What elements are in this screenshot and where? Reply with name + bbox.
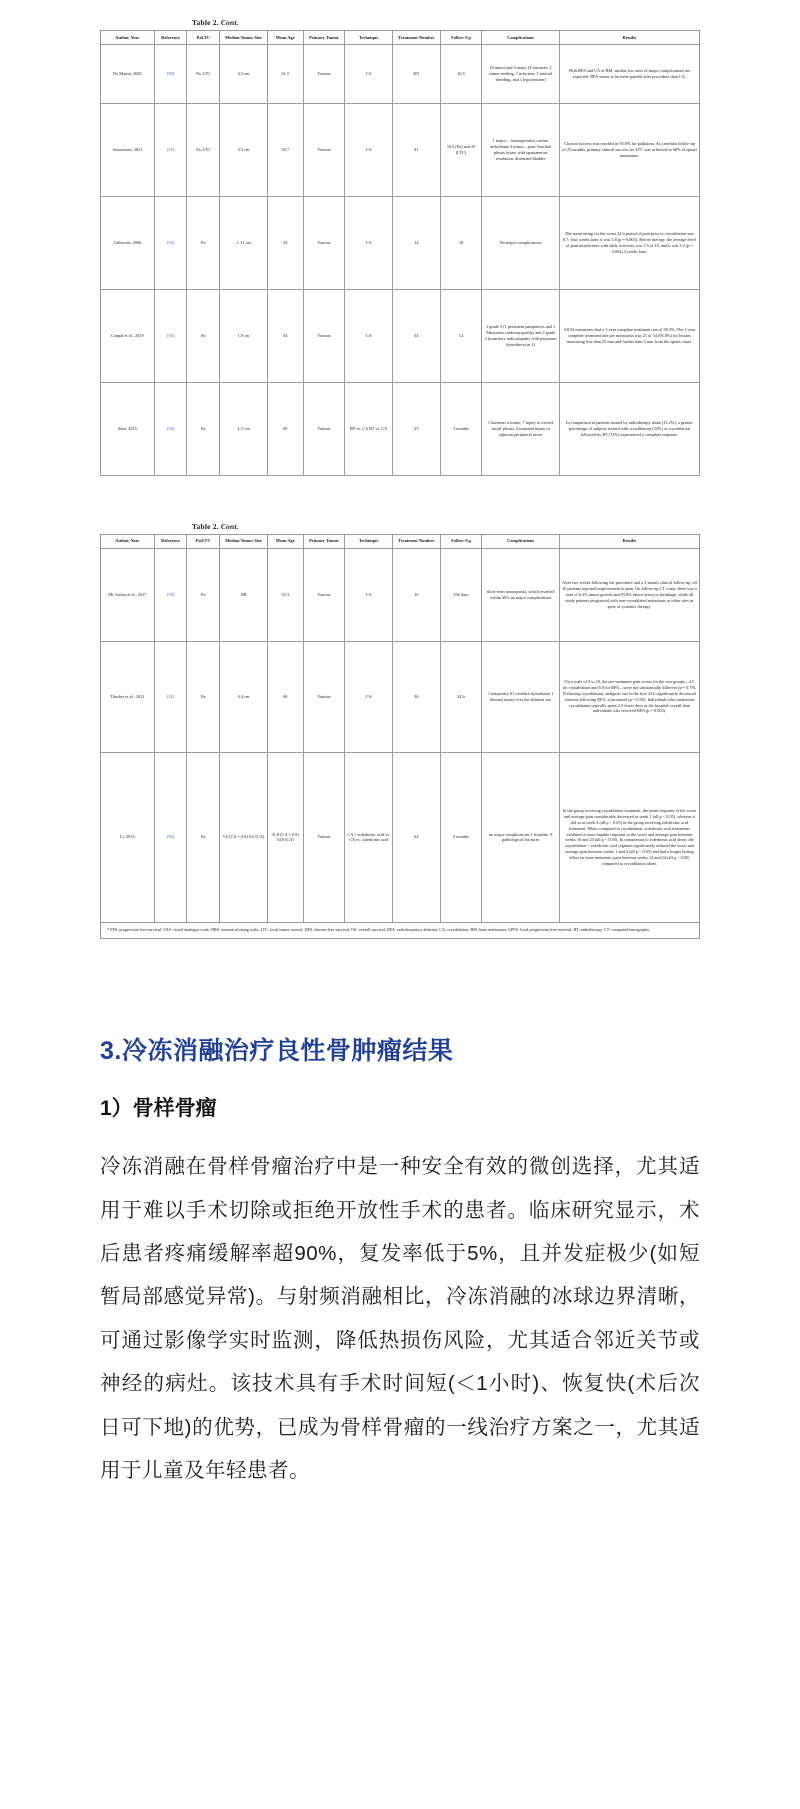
cell-results: All 54 metastases had a 1-year complete treatment rate of 58.3%. The 1-year complete treatment rate per metastasis was 25 of 34 (95.8%) for lesions measuring less than 25 mm and further than 5 mm from the spinal canal. bbox=[559, 289, 699, 382]
table-1-col-size: Median Tumor Size bbox=[220, 31, 268, 45]
cell-complications: 18 minor and 8 major (4 fractures, 1 tumor seeding, 1 infection, 1 arterial bleeding, and 1 hypotension) bbox=[482, 44, 559, 103]
cell-results: The mean rating for the worst 24 h period of pain prior to cryoablation was 6.7; four weeks later, it was 3.8 (p = 0.003). Before therapy, the average level of pain interference with daily activities was 3.5 of 10, and it was 3.2 (p = 0.004) 4 weeks later. bbox=[559, 196, 699, 289]
cell-treatments: 16 bbox=[392, 548, 440, 641]
table-1-col-primary: Primary Tumor bbox=[303, 31, 345, 45]
cell-treatments: 301 bbox=[392, 44, 440, 103]
cell-size: 3.5 cm bbox=[220, 103, 268, 196]
table-row bbox=[101, 382, 700, 475]
cell-reference[interactable]: [55] bbox=[154, 548, 187, 641]
cell-author: Coupal et al., 2019 bbox=[101, 289, 155, 382]
cell-technique: CA bbox=[345, 548, 393, 641]
cell-treatments: 54 bbox=[392, 289, 440, 382]
cell-reference[interactable]: [32] bbox=[154, 641, 187, 752]
table-row bbox=[101, 548, 700, 641]
cell-reference[interactable]: [53] bbox=[154, 289, 187, 382]
cell-followup: 16.5 (Pa) and 29 (LTC) bbox=[440, 103, 482, 196]
table-2-caption-prefix: Table 2. bbox=[192, 521, 219, 531]
cell-followup: 436 days bbox=[440, 548, 482, 641]
cell-complications: no major complications 1 frostbite, 8 pathological fractures bbox=[482, 752, 559, 922]
table-2-col-paltc: Pa/LTC bbox=[187, 534, 220, 548]
table-1-col-reference: Reference bbox=[154, 31, 187, 45]
cell-age: 54 bbox=[267, 289, 303, 382]
cell-primary: Various bbox=[303, 103, 345, 196]
section-subheading: 1）骨样骨瘤 bbox=[100, 1096, 217, 1120]
cell-size: 1–11 cm bbox=[220, 196, 268, 289]
cell-technique: RF vs. CA RT vs. CA bbox=[345, 382, 393, 475]
table-1-col-paltc: PaLTC bbox=[187, 31, 220, 45]
table-row bbox=[101, 44, 700, 103]
table-2-col-size: Median Tumor Size bbox=[220, 534, 268, 548]
cell-age: 54 bbox=[267, 196, 303, 289]
cell-age: 60 bbox=[267, 641, 303, 752]
cell-paltc: Pa bbox=[187, 196, 220, 289]
table-1-col-age: Mean Age bbox=[267, 31, 303, 45]
cell-paltc: Pa bbox=[187, 382, 220, 475]
cell-paltc: Pa, LTC bbox=[187, 103, 220, 196]
table-2-col-age: Mean Age bbox=[267, 534, 303, 548]
table-1-col-complications: Complications bbox=[482, 31, 559, 45]
cell-primary: Various bbox=[303, 641, 345, 752]
cell-size: NR bbox=[220, 548, 268, 641]
cell-author: Li, 2014 bbox=[101, 752, 155, 922]
article-paragraph: 冷冻消融在骨样骨瘤治疗中是一种安全有效的微创选择，尤其适用于难以手术切除或拒绝开放性手术的患者。临床研究显示，术后患者疼痛缓解率超90%，复发率低于5%，且并发症极少(如短暂局部感觉异常)。与射频消融相比，冷冻消融的冰球边界清晰，可通过影像学实时监测，降低热损伤风险，尤其适合邻近关节或神经的病灶。该技术具有手术时间短(＜1小时)、恢复快(术后次日可下地)的优势，已成为骨样骨瘤的一线治疗方案之一，尤其适用于儿童及年轻患者。 bbox=[100, 1155, 700, 1483]
page-title: 3.冷冻消融治疗良性骨肿瘤结果 bbox=[100, 1037, 454, 1066]
cell-reference[interactable]: [54] bbox=[154, 382, 187, 475]
cell-paltc: Pa, LTC bbox=[187, 44, 220, 103]
cell-age: 69 bbox=[267, 382, 303, 475]
cell-size: 4.4 cm bbox=[220, 641, 268, 752]
cell-treatments: 64 bbox=[392, 752, 440, 922]
table-2-col-author: Author, Year bbox=[101, 534, 155, 548]
cell-complications: 1 grade 3 (1 persistent paraparesis and 1 Takotsubo cardiomyopathy) and 2 grade 2 (transitory radiculopathy with persistent dysesthesia in 1) bbox=[482, 289, 559, 382]
cell-technique: CA bbox=[345, 103, 393, 196]
cell-size: 5.6 (CA + ZA) 6.0 (CA) bbox=[220, 752, 268, 922]
cell-paltc: Pa bbox=[187, 289, 220, 382]
table-1-caption-prefix: Table 2. bbox=[192, 18, 219, 27]
cell-primary: Various bbox=[303, 548, 345, 641]
cell-reference[interactable]: [52] bbox=[154, 196, 187, 289]
cell-author: Thacker et al., 2011 bbox=[101, 641, 155, 752]
table-1-caption-suffix: Cont. bbox=[220, 18, 239, 27]
cell-followup: 24 h bbox=[440, 641, 482, 752]
cell-results: After two weeks following the procedure and a 3-month clinical follow-up, all 16 patients reported improvement in pain. On follow-up CT scans, there was a total of 6.2% tumor growth and 93.8% tumor arrest or shrinkage, while all study patients progressed with non-cryoablated metastases at other sites in spite of systemic therapy. bbox=[559, 548, 699, 641]
table-2-col-reference: Reference bbox=[154, 534, 187, 548]
cell-size: 4–5 cm bbox=[220, 382, 268, 475]
cell-primary: Various bbox=[303, 382, 345, 475]
cell-author: Stasi, 2015 bbox=[101, 382, 155, 475]
cell-complications: No major complications bbox=[482, 196, 559, 289]
table-1-col-author: Author, Year bbox=[101, 31, 155, 45]
cell-followup: 18 bbox=[440, 196, 482, 289]
cell-author: Autrusseau, 2021 bbox=[101, 103, 155, 196]
cell-results: On a scale of 0 to 10, the pre-treatment pain scores for the two groups—4.5 for cryoablation and 6.0 for RFA—were not substantially different (p = 0.79). Following cryoablation, analgesic use in the first 24 h significantly decreased whereas following RFA, it increased (p = 0.05). Individuals who underwent cryoablation typically spent 2.5 fewer days in the hospital overall than individuals who received RFA (p = 0.003). bbox=[559, 641, 699, 752]
cell-results: Clinical success was reached in 93.8% for palliation. At a median follow-up of 25 months, primary clinical success for LTC was achieved in 68% of spinal metastases. bbox=[559, 103, 699, 196]
table-2-footnote: * FFS: progression free survival; VAS: visual analogue scale; NRS: numerical rating scale; LTC: local tumor control; DFS: disease-free survival; OS: overall survival; RFA: radiofrequency ablation; CA: cryoablation; BM: bone metastases; LPFS: local progression free-survival; RT: radiotherapy; CT: computed tomography. bbox=[100, 923, 700, 939]
cell-treatments: 36 bbox=[392, 641, 440, 752]
cell-author: De Marini, 2020 bbox=[101, 44, 155, 103]
table-row bbox=[101, 196, 700, 289]
article-section bbox=[100, 939, 700, 1553]
cell-technique: CA bbox=[345, 641, 393, 752]
cell-treatments: 41 bbox=[392, 103, 440, 196]
table-1-caption bbox=[192, 18, 700, 27]
cell-author: Callstrom, 2006 bbox=[101, 196, 155, 289]
table-1-col-technique: Technique bbox=[345, 31, 393, 45]
cell-paltc: Pa bbox=[187, 548, 220, 641]
table-1-col-followup: Follow-Up bbox=[440, 31, 482, 45]
table-block-2 bbox=[100, 476, 700, 939]
table-2-col-results: Results bbox=[559, 534, 699, 548]
table-1-col-results: Results bbox=[559, 31, 699, 45]
cell-complications: 1 temporary S1 vertebra dysesthesia 1 thermal injury over the ablation site bbox=[482, 641, 559, 752]
cell-primary: Various bbox=[303, 196, 345, 289]
cell-followup: 3 months bbox=[440, 382, 482, 475]
table-1-col-treatments: Treatment Number bbox=[392, 31, 440, 45]
table-2-header-row bbox=[101, 534, 700, 548]
cell-age: 52.3 bbox=[267, 548, 303, 641]
table-1 bbox=[100, 30, 700, 476]
cell-paltc: Pa bbox=[187, 752, 220, 922]
table-2-col-treatments: Treatment Number bbox=[392, 534, 440, 548]
cell-reference[interactable]: [50] bbox=[154, 44, 187, 103]
cell-author: Mc Arthur et al., 2017 bbox=[101, 548, 155, 641]
table-2-caption-suffix: Cont. bbox=[220, 521, 239, 531]
cell-results: With RFA and CA of BM, similar low rates of major complications are expected. RFA seems to be more painful after procedure than CA. bbox=[559, 44, 699, 103]
cell-size: 1.8 cm bbox=[220, 289, 268, 382]
cell-complications: 1 major— intraoperative cardiac arrhythmia 3 minor—pain, brachial plexus injury with spontaneous resolution, distended bladder bbox=[482, 103, 559, 196]
cell-followup: 12 bbox=[440, 289, 482, 382]
cell-size: 4.5 cm bbox=[220, 44, 268, 103]
table-row bbox=[101, 289, 700, 382]
cell-followup: 6 months bbox=[440, 752, 482, 922]
table-2-col-primary: Primary Tumor bbox=[303, 534, 345, 548]
cell-paltc: Pa bbox=[187, 641, 220, 752]
cell-results: In comparison to patients treated by radiotherapy alone (11.2%), a greater percentage of subjects treated with cryoablation (32%) or cryoablation followed by RT (72%) experienced a complete response. bbox=[559, 382, 699, 475]
cell-age: 59.7 bbox=[267, 103, 303, 196]
cell-complications: short-term neuropraxia, which resolved within 48 h no major complications bbox=[482, 548, 559, 641]
table-1-header-row bbox=[101, 31, 700, 45]
cell-followup: 16.5 bbox=[440, 44, 482, 103]
table-2-col-complications: Complications bbox=[482, 534, 559, 548]
cell-complications: 1 humerus fracture, 7 injury to exceed sacral plexus, 2 transient injury to adjacent peripheral nerve bbox=[482, 382, 559, 475]
table-block-1 bbox=[100, 0, 700, 476]
cell-treatments: 25 bbox=[392, 382, 440, 475]
cell-results: In the group receiving cryoablation treatment, the mean response of the worst and average pain considerably decreased at week 1 (all p < 0.05), whereas it did so at week 4 (all p < 0.05) in the group receiving zoledronic acid treatment. When compared to cryoablation, zoledronic acid treatments exhibited a more durable response to the worst and average pain between weeks 16 and 24 (all p < 0.05). In comparison to zoledronic acid alone, the cryoablation + zoledronic acid regimen significantly reduced the worst and average pain between weeks 1 and 4 (all p < 0.05) and had a longer lasting effect on bone metastatic pain between weeks 12 and 24 (all p < 0.05) compared to cryoablation alone. bbox=[559, 752, 699, 922]
table-row bbox=[101, 103, 700, 196]
table-2 bbox=[100, 534, 700, 923]
cell-technique: CA bbox=[345, 196, 393, 289]
cell-treatments: 14 bbox=[392, 196, 440, 289]
table-row bbox=[101, 752, 700, 922]
cell-primary: Various bbox=[303, 44, 345, 103]
table-2-caption bbox=[192, 522, 700, 531]
cell-reference[interactable]: [56] bbox=[154, 752, 187, 922]
cell-reference[interactable]: [51] bbox=[154, 103, 187, 196]
cell-technique: CA bbox=[345, 289, 393, 382]
table-row bbox=[101, 641, 700, 752]
cell-age: 51.8 (CA + ZA) 54.8 (CA) bbox=[267, 752, 303, 922]
table-2-col-followup: Follow-Up bbox=[440, 534, 482, 548]
cell-primary: Various bbox=[303, 289, 345, 382]
cell-primary: Various bbox=[303, 752, 345, 922]
cell-age: 61.5 bbox=[267, 44, 303, 103]
table-2-col-technique: Technique bbox=[345, 534, 393, 548]
cell-technique: CA bbox=[345, 44, 393, 103]
cell-technique: CA + zoledronic acid vs. CA vs. zoledronic acid bbox=[345, 752, 393, 922]
